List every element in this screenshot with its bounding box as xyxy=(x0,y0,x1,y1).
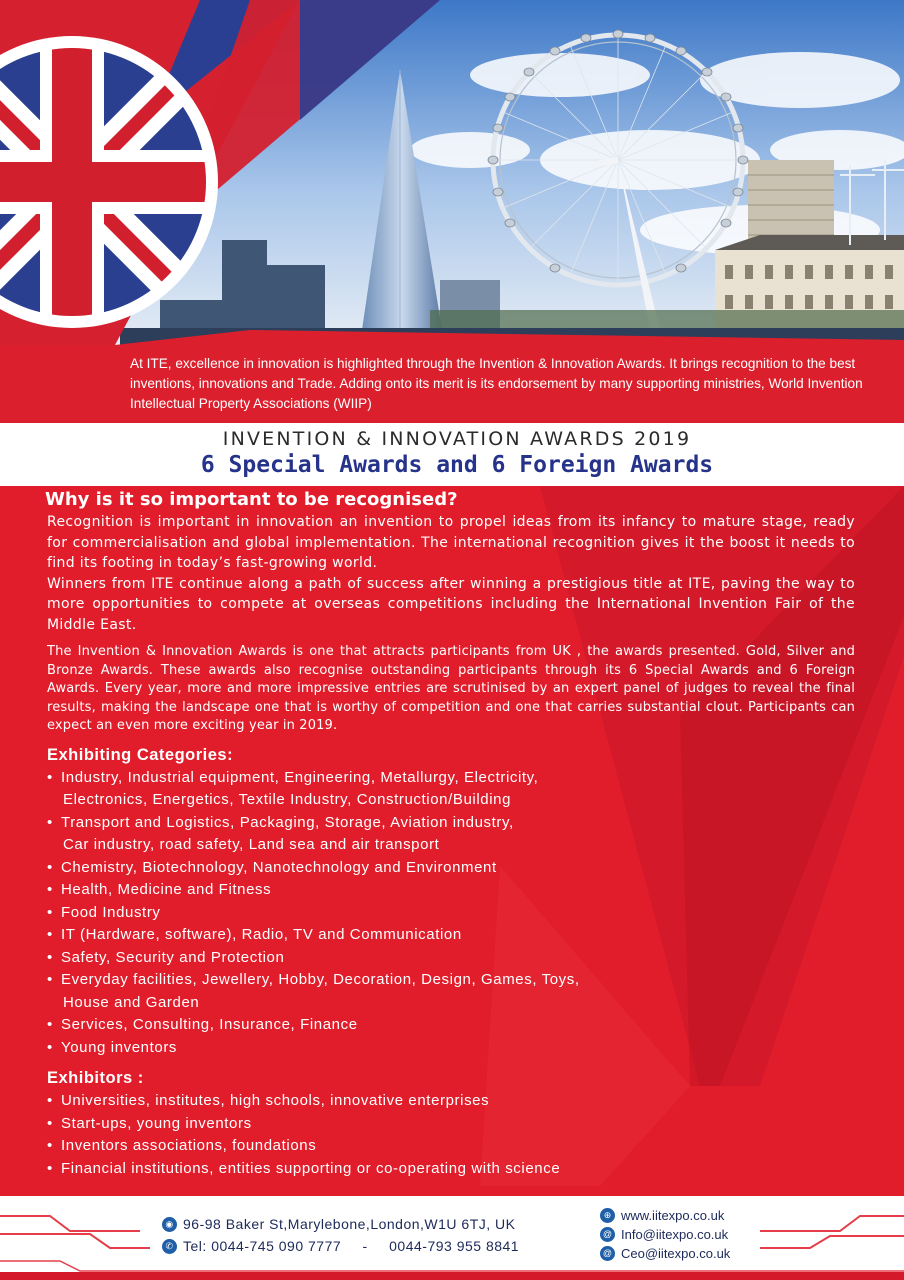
email-ceo-link[interactable]: Ceo@iitexpo.co.uk xyxy=(621,1246,731,1261)
phone-1[interactable]: 0044-745 090 7777 xyxy=(211,1238,342,1254)
list-item: • IT (Hardware, software), Radio, TV and Communication xyxy=(47,924,855,947)
title-banner xyxy=(0,423,904,486)
contact-footer xyxy=(0,1186,904,1280)
email-icon: @ xyxy=(600,1246,615,1261)
tel-label: Tel: xyxy=(183,1238,207,1254)
content-section xyxy=(0,486,904,1186)
bullet-icon: • xyxy=(47,926,53,943)
hero-banner xyxy=(0,0,904,345)
list-item: • Industry, Industrial equipment, Engineering, Metallurgy, Electricity, Electronics, Energetics, Textile Industry, Construction/Building xyxy=(47,768,539,808)
address-row xyxy=(162,1213,519,1235)
globe-icon: ⊕ xyxy=(600,1208,615,1223)
london-skyline-illustration xyxy=(0,0,904,345)
page-title: INVENTION & INNOVATION AWARDS 2019 xyxy=(222,428,692,450)
location-pin-icon: ◉ xyxy=(162,1217,177,1232)
bullet-icon: • xyxy=(47,1038,53,1056)
list-item: • Universities, institutes, high schools, innovative enterprises xyxy=(47,1090,855,1113)
website-row xyxy=(600,1206,730,1225)
list-item: • Health, Medicine and Fitness xyxy=(47,879,855,902)
why-paragraph-2: Winners from ITE continue along a path of success after winning a prestigious title at ITE, paving the way to more opportunities to compete at overseas competitions including the International Invention Fair of the Middle East. xyxy=(47,575,855,633)
body-text xyxy=(47,486,855,1180)
bullet-icon: • xyxy=(47,1137,53,1154)
exhibitors-list xyxy=(47,1090,855,1180)
list-item: • Chemistry, Biotechnology, Nanotechnology and Environment xyxy=(47,857,855,880)
list-item: • Transport and Logistics, Packaging, Storage, Aviation industry, Car industry, road safety, Land sea and air transport xyxy=(47,813,514,853)
phone-2[interactable]: 0044-793 955 8841 xyxy=(389,1238,520,1254)
email-icon: @ xyxy=(600,1227,615,1242)
why-paragraph-3: The Invention & Innovation Awards is one that attracts participants from UK , the awards presented. Gold, Silver and Bronze Awards. These awards also recognise outstanding participants through its 6 Special Awards and 6 Foreign Awards. Every year, more and more impressive entries are scrutinised by an expert panel of judges to reveal the final results, making the landscape one that is worthy of competition and one that carries substantial clout. Participants can expect an even more exciting year in 2019. xyxy=(47,644,855,733)
address-text: 96-98 Baker St,Marylebone,London,W1U 6TJ, UK xyxy=(183,1216,516,1232)
exhibitors-heading: Exhibitors : xyxy=(47,1069,144,1087)
intro-text: At ITE, excellence in innovation is highlighted through the Invention & Innovation Awards. It brings recognition to the best inventions, innovations and Trade. Adding onto its merit is its endorsement by many supporting ministries, World Invention Intellectual Property Associations (WIIP) xyxy=(0,345,904,423)
list-item: • Start-ups, young inventors xyxy=(47,1113,855,1136)
why-paragraph-1: Recognition is important in innovation an invention to propel ideas from its infancy to mature stage, ready for commercialisation and global implementation. The international recognition gives it the boost it needs to find its footing in today’s fast-growing world. xyxy=(47,514,855,571)
bullet-icon: • xyxy=(47,768,53,786)
contact-web-email xyxy=(600,1206,730,1263)
page-subtitle: 6 Special Awards and 6 Foreign Awards xyxy=(200,452,714,478)
bullet-icon: • xyxy=(47,1016,53,1033)
list-item: • Services, Consulting, Insurance, Finance xyxy=(47,1014,855,1037)
list-item: • Everyday facilities, Jewellery, Hobby, Decoration, Design, Games, Toys, House and Garden xyxy=(47,971,580,1011)
bullet-icon: • xyxy=(47,1092,53,1109)
categories-heading: Exhibiting Categories: xyxy=(47,745,234,764)
list-item: • Young inventors xyxy=(47,1037,855,1060)
list-item: • Inventors associations, foundations xyxy=(47,1135,855,1158)
list-item: • Financial institutions, entities supporting or co-operating with science xyxy=(47,1158,855,1181)
bullet-icon: • xyxy=(47,858,53,876)
bullet-icon: • xyxy=(47,971,53,988)
phone-row: ✆ Tel: 0044-745 090 7777 - 0044-793 955 8841 xyxy=(162,1235,519,1257)
bullet-icon: • xyxy=(47,948,53,966)
bullet-icon: • xyxy=(47,903,53,921)
contact-address-phone xyxy=(162,1213,519,1257)
email-row-2 xyxy=(600,1244,730,1263)
bullet-icon: • xyxy=(47,1159,53,1177)
bullet-icon: • xyxy=(47,881,53,898)
email-info-link[interactable]: Info@iitexpo.co.uk xyxy=(621,1227,729,1242)
bullet-icon: • xyxy=(47,813,53,831)
list-item: • Food Industry xyxy=(47,902,855,925)
why-heading: Why is it so important to be recognised? xyxy=(45,489,458,510)
list-item: • Safety, Security and Protection xyxy=(47,947,855,970)
phone-icon: ✆ xyxy=(162,1239,177,1254)
bullet-icon: • xyxy=(47,1114,53,1132)
categories-list xyxy=(47,767,855,1060)
website-link[interactable]: www.iitexpo.co.uk xyxy=(621,1208,725,1223)
email-row-1 xyxy=(600,1225,730,1244)
bottom-bar xyxy=(0,1272,904,1280)
